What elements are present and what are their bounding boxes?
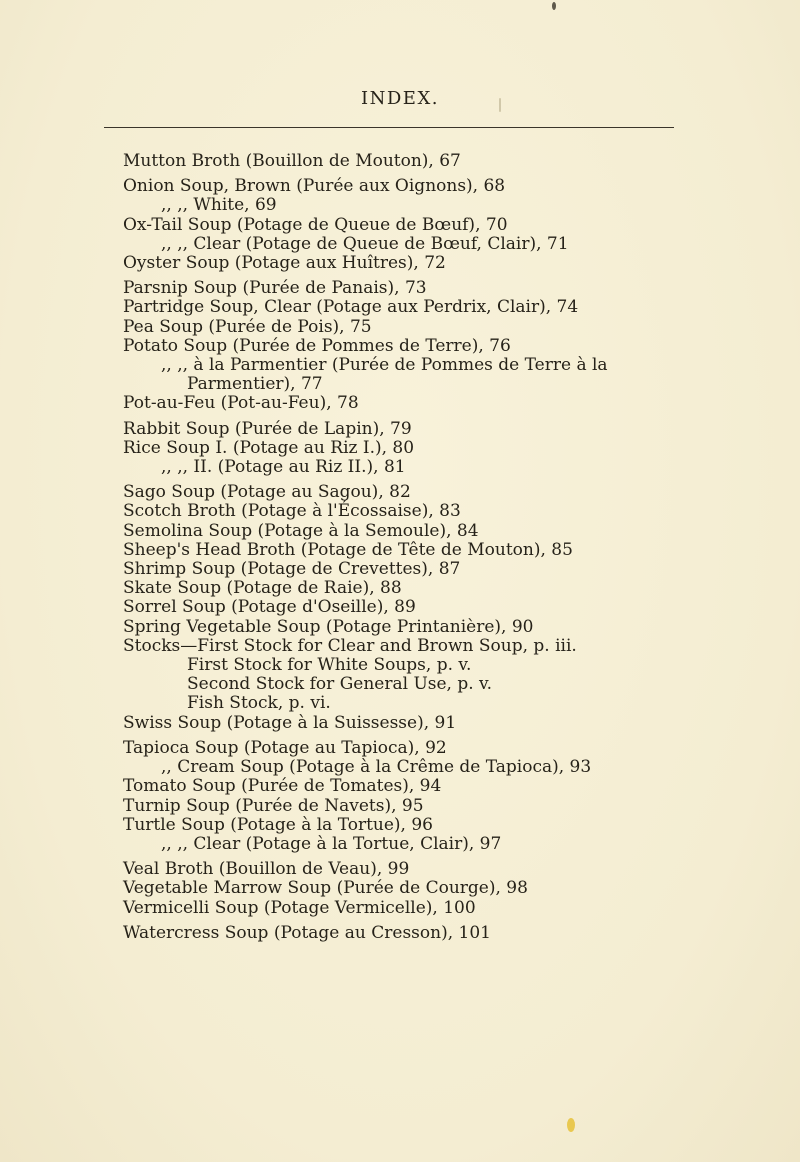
index-entry: Onion Soup, Brown (Purée aux Oignons), 68 [123, 176, 506, 197]
index-entry: ,, ,, à la Parmentier (Purée de Pommes de Terre à la [161, 355, 608, 376]
index-entry: ,, ,, Clear (Potage à la Tortue, Clair), 97 [161, 833, 502, 854]
paper-speck [499, 98, 501, 112]
index-entry: Swiss Soup (Potage à la Suissesse), 91 [123, 712, 457, 733]
index-entry: Sheep's Head Broth (Potage de Tête de Mouton), 85 [123, 539, 573, 560]
index-subentry: Second Stock for General Use, p. v. [187, 674, 493, 695]
index-subentry: Fish Stock, p. vi. [187, 693, 331, 714]
index-entry: Stocks—First Stock for Clear and Brown Soup, p. iii. [123, 635, 577, 656]
index-entry: Rice Soup I. (Potage au Riz I.), 80 [123, 437, 415, 458]
index-entry: Turnip Soup (Purée de Navets), 95 [123, 795, 424, 816]
index-entry: ,, Cream Soup (Potage à la Crême de Tapioca), 93 [161, 757, 592, 778]
index-entry: Pea Soup (Purée de Pois), 75 [123, 316, 372, 337]
index-entry: Tapioca Soup (Potage au Tapioca), 92 [123, 737, 447, 758]
index-entry: Partridge Soup, Clear (Potage aux Perdrix, Clair), 74 [123, 297, 579, 318]
index-entry: Spring Vegetable Soup (Potage Printanière), 90 [123, 616, 534, 637]
paper-speck [552, 2, 556, 10]
index-entry: Mutton Broth (Bouillon de Mouton), 67 [123, 151, 461, 171]
index-entry: Veal Broth (Bouillon de Veau), 99 [123, 859, 410, 880]
index-entry: Pot-au-Feu (Pot-au-Feu), 78 [123, 393, 359, 414]
index-entry: Shrimp Soup (Potage de Crevettes), 87 [123, 559, 461, 580]
index-entries [123, 152, 703, 943]
running-header: INDEX. [361, 88, 439, 109]
index-entry: Semolina Soup (Potage à la Semoule), 84 [123, 520, 479, 541]
paper-stain-spot [567, 1118, 575, 1132]
index-entry: Skate Soup (Potage de Raie), 88 [123, 578, 402, 599]
index-subentry: First Stock for White Soups, p. v. [187, 655, 472, 676]
index-entry: Sago Soup (Potage au Sagou), 82 [123, 482, 411, 503]
index-entry: ,, ,, Clear (Potage de Queue de Bœuf, Clair), 71 [161, 233, 569, 254]
index-entry: Ox-Tail Soup (Potage de Queue de Bœuf), 70 [123, 214, 508, 235]
index-entry: Potato Soup (Purée de Pommes de Terre), 76 [123, 335, 511, 356]
index-entry: Oyster Soup (Potage aux Huîtres), 72 [123, 253, 446, 274]
index-entry: Watercress Soup (Potage au Cresson), 101 [123, 922, 491, 943]
index-entry: Tomato Soup (Purée de Tomates), 94 [123, 776, 442, 797]
index-entry: Vermicelli Soup (Potage Vermicelle), 100 [123, 897, 476, 918]
index-entry: Parsnip Soup (Purée de Panais), 73 [123, 278, 427, 299]
index-entry: Vegetable Marrow Soup (Purée de Courge), 98 [123, 878, 528, 899]
index-entry-continuation: Parmentier), 77 [187, 374, 323, 395]
index-entry: Turtle Soup (Potage à la Tortue), 96 [123, 814, 434, 835]
index-entry: Scotch Broth (Potage à l'Écossaise), 83 [123, 501, 461, 522]
header-rule [104, 127, 674, 128]
index-entry: Rabbit Soup (Purée de Lapin), 79 [123, 418, 412, 439]
index-entry: Sorrel Soup (Potage d'Oseille), 89 [123, 597, 416, 618]
index-entry: ,, ,, White, 69 [161, 195, 277, 216]
index-entry: ,, ,, II. (Potage au Riz II.), 81 [161, 457, 406, 478]
